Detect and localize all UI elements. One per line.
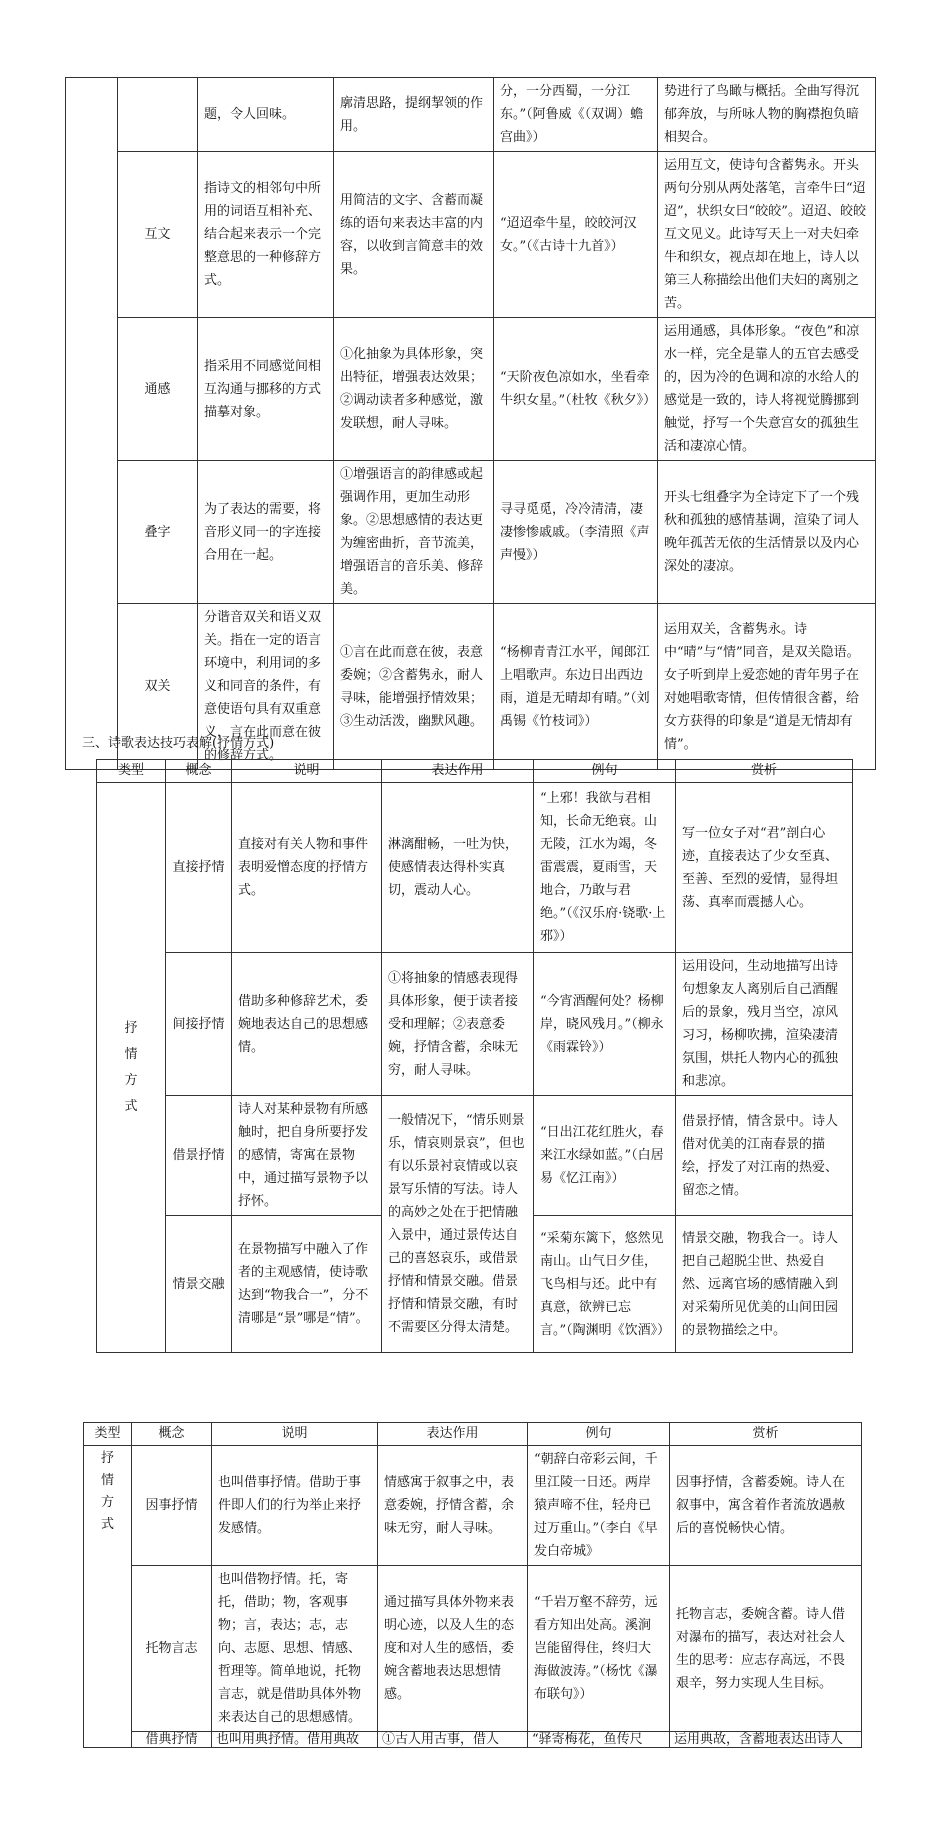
- appreciation-cell: 托物言志，委婉含蓄。诗人借对瀑布的描写，表达对社会人生的思考：应志存高远，不畏艰辛，努力实现人生目标。: [670, 1566, 862, 1732]
- device-name: 通感: [118, 318, 198, 461]
- method-name: 托物言志: [132, 1566, 212, 1732]
- example-cell: “杨柳青青江水平，闻郎江上唱歌声。东边日出西边雨，道是无晴却有晴。”（刘禹锡《竹枝词》）: [494, 604, 658, 770]
- appreciation-cell: 开头七组叠字为全诗定下了一个残秋和孤独的感情基调，渲染了词人晚年孤苦无依的生活情景以及内心深处的凄凉。: [658, 461, 876, 604]
- effect-cell: 情感寓于叙事之中，表意委婉，抒情含蓄，余味无穷，耐人寻味。: [378, 1446, 528, 1566]
- effect-cell: ①言在此而意在彼，表意委婉；②含蓄隽永，耐人寻味，能增强抒情效果；③生动活泼，幽默风趣。: [334, 604, 494, 770]
- appreciation-cell: 情景交融，物我合一。诗人把自己超脱尘世、热爱自然、远离官场的感情融入到对采菊所见优美的山间田园的景物描绘之中。: [676, 1216, 853, 1353]
- example-cell: “迢迢牵牛星，皎皎河汉女。”（《古诗十九首》）: [494, 152, 658, 318]
- concept-cell: 为了表达的需要，将音形义同一的字连接合用在一起。: [198, 461, 334, 604]
- method-name: 因事抒情: [132, 1446, 212, 1566]
- example-cell: 分，一分西蜀，一分江东。”（阿鲁威《（双调）蟾宫曲》）: [494, 78, 658, 152]
- type-label: 抒情方式: [124, 1020, 138, 1114]
- explain-cell: 借助多种修辞艺术，委婉地表达自己的思想感情。: [232, 953, 382, 1096]
- concept-cell: 指诗文的相邻句中所用的词语互相补充、结合起来表示一个完整意思的一种修辞方式。: [198, 152, 334, 318]
- header-type: 类型: [84, 1423, 132, 1446]
- explain-cell: 诗人对某种景物有所感触时，把自身所要抒发的感情，寄寓在景物中，通过描写景物予以抒怀。: [232, 1096, 382, 1216]
- table-row: [84, 1566, 862, 1732]
- appreciation-cell: 运用设问，生动地描写出诗句想象友人离别后自己酒醒后的景象，残月当空，凉风习习，杨柳吹拂，渲染凄清氛围，烘托人物内心的孤独和悲凉。: [676, 953, 853, 1096]
- effect-cell: 一般情况下，“情乐则景乐，情哀则景哀”，但也有以乐景衬哀情或以哀景写乐情的写法。诗人的高妙之处在于把情融入景中，通过景传达自己的喜怒哀乐，或借景抒情和情景交融。借景抒情和情景交融，有时不需要区分得太清楚。: [382, 1096, 534, 1353]
- device-name: 叠字: [118, 461, 198, 604]
- table-row: [66, 461, 876, 604]
- appreciation-cell: 借景抒情，情含景中。诗人借对优美的江南春景的描绘，抒发了对江南的热爱、留恋之情。: [676, 1096, 853, 1216]
- method-name: 情景交融: [166, 1216, 232, 1353]
- appreciation-cell: 运用互文，使诗句含蓄隽永。开头两句分别从两处落笔，言牵牛曰“迢迢”，状织女曰“皎皎”。迢迢、皎皎互文见义。此诗写天上一对夫妇牵牛和织女，视点却在地上，诗人以第三人称描绘出他们夫妇的离别之苦。: [658, 152, 876, 318]
- effect-cell: ①将抽象的情感表现得具体形象，便于读者接受和理解；②表意委婉，抒情含蓄，余味无穷，耐人寻味。: [382, 953, 534, 1096]
- table-row: [66, 152, 876, 318]
- type-cell: [66, 78, 118, 770]
- table-header-row: [97, 760, 853, 783]
- header-concept: 概念: [132, 1423, 212, 1446]
- effect-cell: ①增强语言的韵律感或起强调作用，更加生动形象。②思想感情的表达更为缠密曲折，音节流美，增强语言的音乐美、修辞美。: [334, 461, 494, 604]
- example-cell: “今宵酒醒何处？杨柳岸，晓风残月。”（柳永《雨霖铃》）: [534, 953, 676, 1096]
- effect-cell: 通过描写具体外物来表明心迹，以及人生的态度和对人生的感悟，委婉含蓄地表达思想情感。: [378, 1566, 528, 1732]
- explain-cell: 也叫用典抒情。借用典故: [212, 1732, 378, 1748]
- type-cell: [97, 783, 166, 1353]
- header-concept: 概念: [166, 760, 232, 783]
- concept-cell: 分谐音双关和语义双关。指在一定的语言环境中，利用词的多义和同音的条件，有意使语句具有双重意义，言在此而意在彼的修辞方式。: [198, 604, 334, 770]
- header-example: 例句: [534, 760, 676, 783]
- appreciation-cell: 势进行了鸟瞰与概括。全曲写得沉郁奔放，与所咏人物的胸襟抱负暗相契合。: [658, 78, 876, 152]
- appreciation-cell: 因事抒情，含蓄委婉。诗人在叙事中，寓含着作者流放遇赦后的喜悦畅快心情。: [670, 1446, 862, 1566]
- header-example: 例句: [528, 1423, 670, 1446]
- header-appreciation: 赏析: [676, 760, 853, 783]
- example-cell: 寻寻觅觅，冷冷清清，凄凄惨惨戚戚。（李清照《声声慢》）: [494, 461, 658, 604]
- header-type: 类型: [97, 760, 166, 783]
- table-row: [84, 1732, 862, 1748]
- explain-cell: 也叫借事抒情。借助于事件即人们的行为举止来抒发感情。: [212, 1446, 378, 1566]
- type-label: 抒情方式: [101, 1451, 115, 1532]
- explain-cell: 在景物描写中融入了作者的主观感情，使诗歌达到“物我合一”，分不清哪是“景”哪是“情”。: [232, 1216, 382, 1353]
- device-name: [118, 78, 198, 152]
- effect-cell: ①古人用古事，借人: [378, 1732, 528, 1748]
- appreciation-cell: 运用典故，含蓄地表达出诗人: [670, 1732, 862, 1748]
- method-name: 借景抒情: [166, 1096, 232, 1216]
- table-row: [66, 78, 876, 152]
- type-cell: [84, 1446, 132, 1748]
- concept-cell: 题，令人回味。: [198, 78, 334, 152]
- explain-cell: 也叫借物抒情。托，寄托，借助；物，客观事物；言，表达；志，志向、志愿、思想、情感、哲理等。简单地说，托物言志，就是借助具体外物来表达自己的思想感情。: [212, 1566, 378, 1732]
- example-cell: “朝辞白帝彩云间，千里江陵一日还。两岸猿声啼不住，轻舟已过万重山。”（李白《早发白帝城》: [528, 1446, 670, 1566]
- effect-cell: ①化抽象为具体形象，突出特征，增强表达效果；②调动读者多种感觉，激发联想，耐人寻味。: [334, 318, 494, 461]
- example-cell: “采菊东篱下，悠然见南山。山气日夕佳，飞鸟相与还。此中有真意，欲辨已忘言。”（陶渊明《饮酒》）: [534, 1216, 676, 1353]
- table-row: [97, 1096, 853, 1216]
- appreciation-cell: 运用双关，含蓄隽永。诗中“晴”与“情”同音，是双关隐语。女子听到岸上爱恋她的青年男子在对她唱歌寄情，但传情很含蓄，给女方获得的印象是“道是无情却有情”。: [658, 604, 876, 770]
- table-row: [84, 1446, 862, 1566]
- header-explain: 说明: [212, 1423, 378, 1446]
- appreciation-cell: 运用通感，具体形象。“夜色”和凉水一样，完全是靠人的五官去感受的，因为冷的色调和凉的水给人的感觉是一致的，诗人将视觉腾挪到触觉，抒写一个失意宫女的孤独生活和凄凉心情。: [658, 318, 876, 461]
- effect-cell: 淋漓酣畅，一吐为快，使感情表达得朴实真切，震动人心。: [382, 783, 534, 953]
- header-appreciation: 赏析: [670, 1423, 862, 1446]
- header-explain: 说明: [232, 760, 382, 783]
- table-row: [97, 783, 853, 953]
- device-name: 双关: [118, 604, 198, 770]
- table-row: [97, 953, 853, 1096]
- concept-cell: 指采用不同感觉间相互沟通与挪移的方式描摹对象。: [198, 318, 334, 461]
- table-header-row: [84, 1423, 862, 1446]
- method-name: 借典抒情: [132, 1732, 212, 1748]
- header-effect: 表达作用: [378, 1423, 528, 1446]
- lyric-methods-table: [96, 759, 853, 1353]
- header-effect: 表达作用: [382, 760, 534, 783]
- example-cell: “千岩万壑不辞劳，远看方知出处高。溪涧岂能留得住，终归大海做波涛。”（杨忱《瀑布联句》）: [528, 1566, 670, 1732]
- rhetoric-table: [65, 77, 876, 770]
- example-cell: “天阶夜色凉如水，坐看牵牛织女星。”（杜牧《秋夕》）: [494, 318, 658, 461]
- method-name: 直接抒情: [166, 783, 232, 953]
- example-cell: “驿寄梅花，鱼传尺: [528, 1732, 670, 1748]
- method-name: 间接抒情: [166, 953, 232, 1096]
- lyric-methods-table-continued: [83, 1422, 862, 1748]
- effect-cell: 廓清思路，提纲挈领的作用。: [334, 78, 494, 152]
- example-cell: “上邪！我欲与君相知，长命无绝衰。山无陵，江水为竭，冬雷震震，夏雨雪，天地合，乃敢与君绝。”（《汉乐府·铙歌·上邪》）: [534, 783, 676, 953]
- explain-cell: 直接对有关人物和事件表明爱憎态度的抒情方式。: [232, 783, 382, 953]
- appreciation-cell: 写一位女子对“君”剖白心迹，直接表达了少女至真、至善、至烈的爱情，显得坦荡、真率而震撼人心。: [676, 783, 853, 953]
- example-cell: “日出江花红胜火，春来江水绿如蓝。”（白居易《忆江南》）: [534, 1096, 676, 1216]
- effect-cell: 用简洁的文字、含蓄而凝练的语句来表达丰富的内容，以收到言简意丰的效果。: [334, 152, 494, 318]
- section-title: 三、诗歌表达技巧表解(抒情方式): [82, 736, 275, 751]
- device-name: 互文: [118, 152, 198, 318]
- table-row: [66, 318, 876, 461]
